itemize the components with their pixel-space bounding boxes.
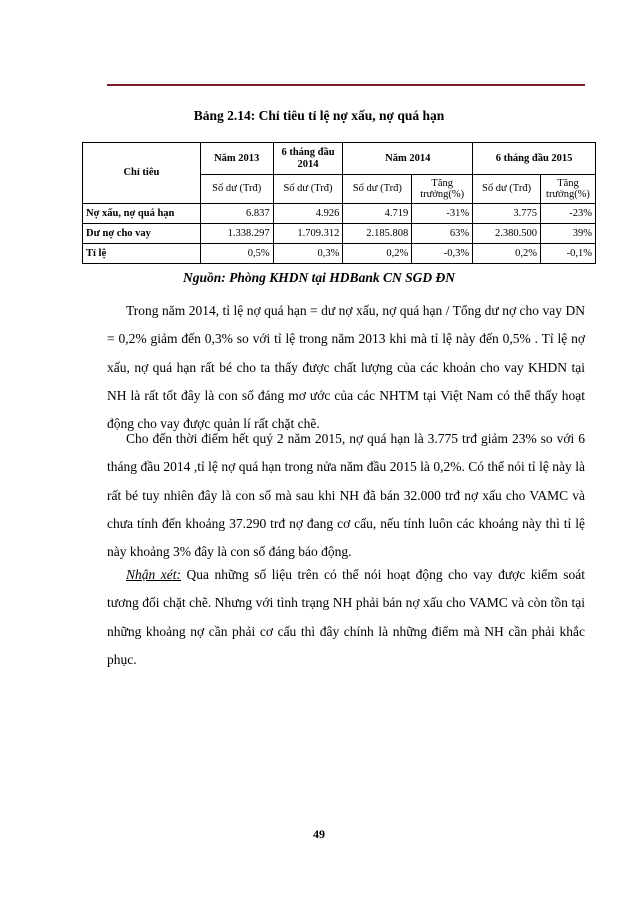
table-caption: Bảng 2.14: Chỉ tiêu tỉ lệ nợ xấu, nợ quá hạn	[193, 108, 445, 123]
subheader-cell: Tăng trưởng(%)	[412, 175, 473, 204]
table-cell: 2.185.808	[343, 224, 412, 244]
subheader-cell: Số dư (Trđ)	[273, 175, 343, 204]
table-row	[83, 204, 596, 224]
paragraph: Cho đến thời điểm hết quý 2 năm 2015, nợ quá hạn là 3.775 trđ giảm 23% so với 6 tháng đầu 2014 ,tỉ lệ nợ quá hạn trong nửa năm đầu 2015 là 0,2%. Có thể nói tỉ lệ này là rất bé tuy nhiên đây là con số mà sau khi NH đã bán 32.000 trđ nợ xấu cho VAMC và chưa tính đến khoảng 37.290 trđ nợ đang cơ cấu, nếu tính luôn các khoảng này thì tỉ lệ này khoảng 3% đây là con số đáng báo động.	[107, 431, 585, 560]
table-cell: -0,1%	[540, 244, 595, 264]
table-cell: -0,3%	[412, 244, 473, 264]
page-number: 49	[313, 827, 325, 841]
header-year-2013: Năm 2013	[200, 143, 273, 175]
subheader-cell: Số dư (Trđ)	[200, 175, 273, 204]
table-row	[83, 244, 596, 264]
table-cell: 3.775	[473, 204, 541, 224]
table-cell: 6.837	[200, 204, 273, 224]
table-cell: 1.709.312	[273, 224, 343, 244]
row-label: Dư nợ cho vay	[83, 224, 201, 244]
data-table	[82, 142, 596, 264]
table-cell: 4.719	[343, 204, 412, 224]
table-cell: 4.926	[273, 204, 343, 224]
header-indicator: Chỉ tiêu	[83, 143, 201, 204]
table-cell: 2.380.500	[473, 224, 541, 244]
remark-label: Nhận xét:	[126, 567, 181, 582]
subheader-cell: Số dư (Trđ)	[343, 175, 412, 204]
subheader-cell: Tăng trưởng(%)	[540, 175, 595, 204]
header-rule	[107, 84, 585, 86]
row-label: Tỉ lệ	[83, 244, 201, 264]
table-cell: -31%	[412, 204, 473, 224]
header-year-2014: Năm 2014	[343, 143, 473, 175]
remark-text: Qua những số liệu trên có thể nói hoạt động cho vay được kiểm soát tương đối chặt chẽ. Nhưng với tình trạng NH phải bán nợ xấu cho VAMC và còn tồn tại những khoảng nợ cần phải cơ cấu thì đây chính là những điểm mà NH cần phải khắc phục.	[107, 567, 585, 667]
header-h1-2015: 6 tháng đầu 2015	[473, 143, 596, 175]
remark-paragraph	[107, 561, 585, 674]
table-cell: 0,2%	[343, 244, 412, 264]
table-cell: 0,3%	[273, 244, 343, 264]
table-cell: 39%	[540, 224, 595, 244]
table-cell: 1.338.297	[200, 224, 273, 244]
table-cell: 63%	[412, 224, 473, 244]
table-header-row	[83, 143, 596, 175]
table-cell: -23%	[540, 204, 595, 224]
table-cell: 0,5%	[200, 244, 273, 264]
subheader-cell: Số dư (Trđ)	[473, 175, 541, 204]
header-h1-2014: 6 tháng đầu 2014	[273, 143, 343, 175]
paragraph: Trong năm 2014, tỉ lệ nợ quá hạn = dư nợ xấu, nợ quá hạn / Tổng dư nợ cho vay DN = 0,2% giảm đến 0,3% so với tỉ lệ trong năm 2013 khi mà tỉ lệ này đến 0,5% . Tỉ lệ nợ xấu, nợ quá hạn rất bé cho ta thấy được chất lượng của các khoản cho vay KHDN tại NH là rất tốt đây là con số đáng mơ ước của các NHTM tại Việt Nam có thể thấy hoạt động cho vay được quản lí rất chặt chẽ.	[107, 303, 585, 432]
row-label: Nợ xấu, nợ quá hạn	[83, 204, 201, 224]
table-source: Nguồn: Phòng KHDN tại HDBank CN SGD ĐN	[183, 270, 455, 285]
table-cell: 0,2%	[473, 244, 541, 264]
table-row	[83, 224, 596, 244]
